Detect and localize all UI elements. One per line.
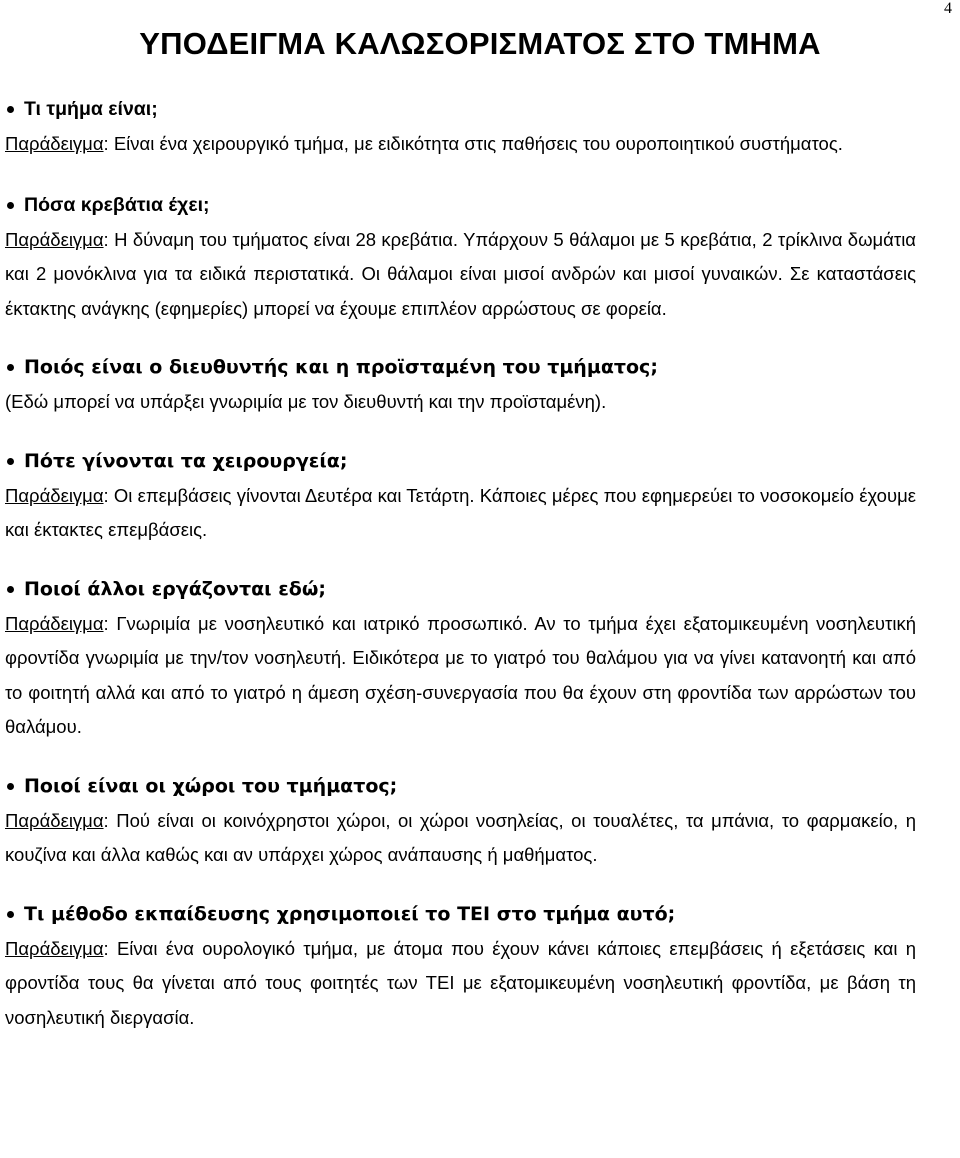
page-number: 4 xyxy=(944,0,952,17)
answer-text: : Οι επεμβάσεις γίνονται Δευτέρα και Τετάρτη. Κάποιες μέρες που εφημερεύει το νοσοκομείο έχουμε και έκτακτες επεμβάσεις. xyxy=(5,484,916,540)
question-text: Πότε γίνονται τα χειρουργεία; xyxy=(24,449,348,472)
answer-text: : Είναι ένα ουρολογικό τμήμα, με άτομα που έχουν κάνει κάποιες επεμβάσεις ή εξετάσεις και η φροντίδα τους θα γίνεται από τους φοιτητές των ΤΕΙ με εξατομικευμένη νοσηλευτική φροντίδα, με βάση τη νοσηλευτική διεργασία. xyxy=(5,937,916,1028)
answer-text: : Πού είναι οι κοινόχρηστοι χώροι, οι χώροι νοσηλείας, οι τουαλέτες, τα μπάνια, το φαρμακείο, η κουζίνα και άλλα καθώς και αν υπάρχει χώρος ανάπαυσης ή μαθήματος. xyxy=(5,809,916,865)
answer-paragraph xyxy=(5,385,916,420)
bullet-icon xyxy=(7,458,14,465)
question-text: Τι τμήμα είναι; xyxy=(24,98,158,120)
bullet-icon xyxy=(7,202,14,209)
question-text: Ποιοί άλλοι εργάζονται εδώ; xyxy=(24,577,326,600)
example-label: Παράδειγμα xyxy=(5,484,104,506)
section-director xyxy=(5,350,916,420)
section-beds xyxy=(5,188,916,327)
section-surgeries xyxy=(5,444,916,548)
section-department-type xyxy=(5,92,916,162)
example-label: Παράδειγμα xyxy=(5,612,104,634)
answer-text: : Γνωριμία με νοσηλευτικό και ιατρικό προσωπικό. Αν το τμήμα έχει εξατομικευμένη νοσηλευτική φροντίδα γνωριμία με την/τον νοσηλευτή. Ειδικότερα με το γιατρό του θαλάμου για να γίνει κατανοητή και από το φοιτητή αλλά και από το γιατρό η άμεση σχέση-συνεργασία που θα έχουν στη φροντίδα των αρρώστων του θαλάμου. xyxy=(5,612,916,737)
answer-text: : Η δύναμη του τμήματος είναι 28 κρεβάτια. Υπάρχουν 5 θάλαμοι με 5 κρεβάτια, 2 τρίκλινα δωμάτια και 2 μονόκλινα για τα ειδικά περιστατικά. Οι θάλαμοι είναι μισοί ανδρών και μισοί γυναικών. Σε καταστάσεις έκτακτης ανάγκης (εφημερίες) μπορεί να έχουμε επιπλέον αρρώστους σε φορεία. xyxy=(5,228,916,319)
question-heading xyxy=(5,188,916,223)
question-heading xyxy=(5,444,916,479)
bullet-icon xyxy=(7,586,14,593)
question-heading xyxy=(5,350,916,385)
answer-paragraph xyxy=(5,479,916,548)
answer-text: : Είναι ένα χειρουργικό τμήμα, με ειδικότητα στις παθήσεις του ουροποιητικού συστήματος. xyxy=(103,133,843,154)
example-label: Παράδειγμα xyxy=(5,937,104,959)
example-label: Παράδειγμα xyxy=(5,809,104,831)
bullet-icon xyxy=(7,911,14,918)
question-heading xyxy=(5,769,916,804)
document-body xyxy=(5,92,916,1035)
answer-paragraph xyxy=(5,127,916,162)
question-heading xyxy=(5,897,916,932)
answer-paragraph xyxy=(5,804,916,873)
bullet-icon xyxy=(7,783,14,790)
section-staff xyxy=(5,572,916,745)
example-label: Παράδειγμα xyxy=(5,228,104,250)
question-heading xyxy=(5,572,916,607)
bullet-icon xyxy=(7,106,14,113)
question-heading xyxy=(5,92,916,127)
question-text: Ποιός είναι ο διευθυντής και η προϊσταμένη του τμήματος; xyxy=(24,356,658,378)
question-text: Ποιοί είναι οι χώροι του τμήματος; xyxy=(24,774,398,797)
question-text: Τι μέθοδο εκπαίδευσης χρησιμοποιεί το ΤΕΙ στο τμήμα αυτό; xyxy=(24,902,676,925)
question-text: Πόσα κρεβάτια έχει; xyxy=(24,193,210,216)
page-title: ΥΠΟΔΕΙΓΜΑ ΚΑΛΩΣΟΡΙΣΜΑΤΟΣ ΣΤΟ ΤΜΗΜΑ xyxy=(139,26,821,61)
answer-paragraph xyxy=(5,223,916,327)
answer-text: (Εδώ μπορεί να υπάρξει γνωριμία με τον διευθυντή και την προϊσταμένη). xyxy=(5,391,607,412)
section-training-method xyxy=(5,897,916,1036)
answer-paragraph xyxy=(5,607,916,745)
answer-paragraph xyxy=(5,932,916,1036)
bullet-icon xyxy=(7,364,14,371)
section-spaces xyxy=(5,769,916,873)
example-label: Παράδειγμα xyxy=(5,133,104,154)
